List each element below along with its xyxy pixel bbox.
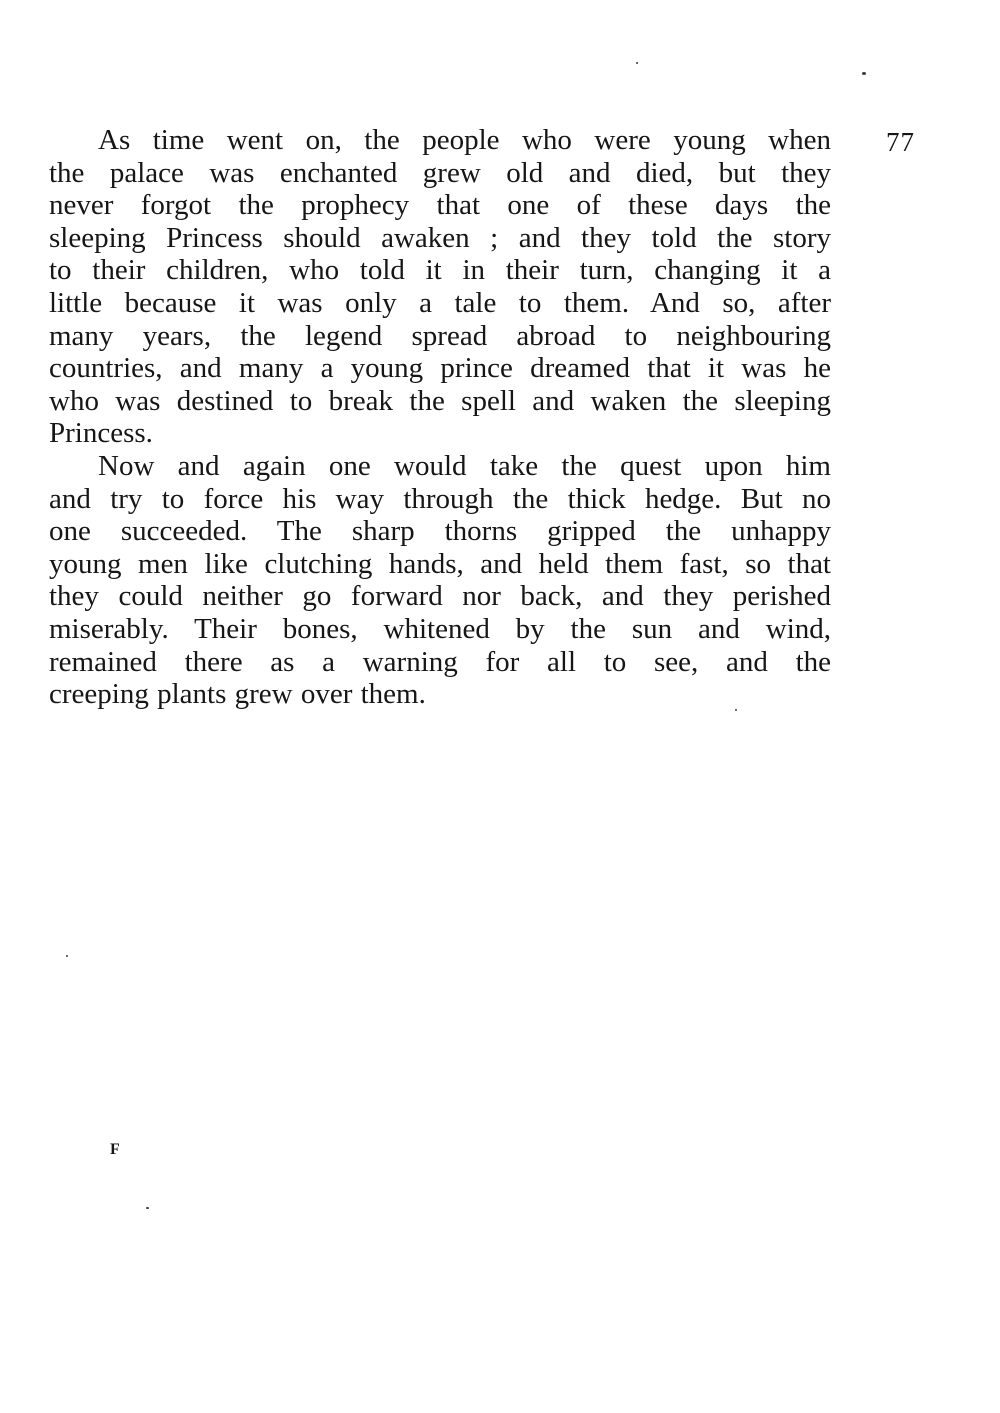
body-text [49, 124, 831, 711]
text-line: and try to force his way through the thick hedge. But no [49, 482, 831, 515]
text-line: they could neither go forward nor back, and they perished [49, 580, 831, 613]
text-line: to their children, who told it in their turn, changing it a [49, 254, 831, 287]
text-line: remained there as a warning for all to see, and the [49, 645, 831, 678]
text-line: As time went on, the people who were young when [98, 124, 831, 156]
text-line: Princess. [49, 417, 153, 450]
scan-speck [146, 1207, 149, 1209]
text-line: little because it was only a tale to them. And so, after [49, 286, 831, 319]
text-line: creeping plants grew over them. [49, 678, 426, 711]
text-line: never forgot the prophecy that one of these days the [49, 189, 831, 222]
text-line: miserably. Their bones, whitened by the sun and wind, [49, 612, 831, 645]
text-line: Now and again one would take the quest upon him [98, 449, 831, 482]
text-line: many years, the legend spread abroad to neighbouring [49, 319, 831, 352]
text-line: countries, and many a young prince dreamed that it was he [49, 352, 831, 385]
scan-speck [735, 709, 737, 711]
signature-mark: F [110, 1141, 120, 1158]
page-number: 77 [886, 127, 915, 157]
paragraph-1 [49, 124, 831, 450]
text-line: the palace was enchanted grew old and died, but they [49, 156, 831, 189]
scan-speck [66, 955, 68, 957]
text-line: one succeeded. The sharp thorns gripped the unhappy [49, 515, 831, 548]
paragraph-2 [49, 450, 831, 711]
text-line: young men like clutching hands, and held them fast, so that [49, 547, 831, 580]
scan-speck [862, 72, 866, 75]
scan-speck [636, 62, 638, 64]
text-line: who was destined to break the spell and waken the sleeping [49, 384, 831, 417]
text-line: sleeping Princess should awaken ; and they told the story [49, 221, 831, 254]
